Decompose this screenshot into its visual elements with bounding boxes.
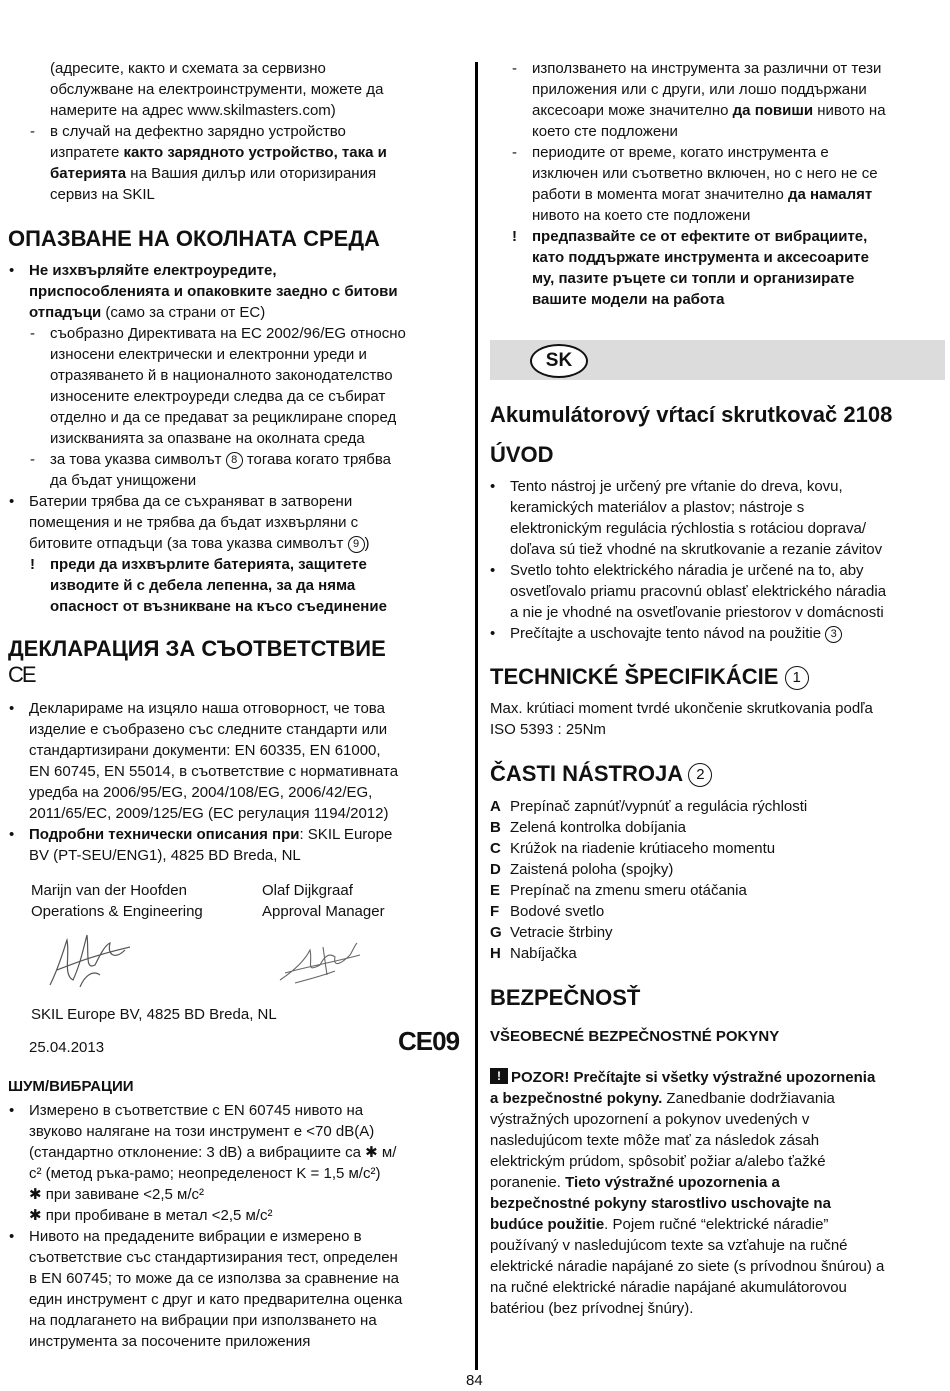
battery-line: помещения и не трябва да бъдат изхвърляни с [29,514,359,531]
part-label: Bodové svetlo [510,903,605,920]
part-letter: H [490,945,501,962]
part-letter: F [490,903,500,920]
bullet-marker: • [9,1228,15,1245]
env-bullet-line: Не изхвърляйте електроуредите, [29,262,277,279]
warning-line: bezpečnostné pokyny starostlivo uschovajte na [490,1195,831,1212]
vibration-note-line: инструмента за посочените приложения [29,1333,311,1350]
noise-line: (стандартно отклонение: 3 dB) а вибрациите са ✱ м/ [29,1144,397,1161]
charger-line: изпратете както зарядното устройство, така и [50,144,387,161]
env-bullet-line: приспособленията и опаковките заедно с битови [29,283,398,300]
warning-line: budúce použitie. Pojem ručné “elektrické náradie” [490,1216,829,1233]
signatory-2-name: Olaf Dijkgraaf [262,882,353,899]
dash-marker: - [512,60,517,77]
vibration-note-line: в EN 60745; то може да се използва за сравнение на [29,1270,399,1287]
battery-warning-line: изводите й с дебела лепенна, за да няма [50,577,356,594]
ce-mark-icon: CE [8,662,35,687]
directive-line: отразяването й в националното законодателство [50,367,393,384]
parts-heading: ČASTI NÁSTROJA 2 [490,761,712,787]
vibration-warning-line: като поддържате инструмента и аксесоарите [532,249,869,266]
intro-line: (адресите, както и схемата за сервизно [50,60,326,77]
symbol-1-icon: 1 [785,666,809,690]
part-letter: E [490,882,501,899]
ce09-mark-icon: CE09 [398,1026,460,1056]
vibration-warning-line: предпазвайте се от ефектите от вибрациите, [532,228,868,245]
bullet-marker: • [9,493,15,510]
vibration-factor-line: използването на инструмента за различни от тези [532,60,882,77]
warning-line: na ručné elektrické náradie napájané akumulátorovou [490,1279,847,1296]
part-label: Vetracie štrbiny [510,924,613,941]
warning-marker: ! [512,228,517,245]
language-band [490,340,945,380]
noise-heading: ШУМ/ВИБРАЦИИ [8,1078,134,1095]
vibration-note-line: на подлагането на вибрации при използването на [29,1312,377,1329]
vibration-factor-line: приложения или с други, или лошо поддържани [532,81,867,98]
column-divider [475,62,478,1370]
intro-line: keramických materiálov a plastov; nástroje s [510,499,805,516]
bullet-marker: • [9,1102,15,1119]
vibration-drilling: ✱ при пробиване в метал <2,5 м/c² [29,1207,273,1224]
battery-line: Батерии трябва да се съхраняват в затворени [29,493,353,510]
env-heading: ОПАЗВАНЕ НА ОКОЛНАТА СРЕДА [8,226,380,251]
company-address: SKIL Europe BV, 4825 BD Breda, NL [31,1006,277,1023]
warning-line: ! POZOR! Prečítajte si všetky výstražné upozornenia [490,1067,875,1088]
bullet-marker: • [9,826,15,843]
dash-marker: - [30,123,35,140]
charger-line: в случай на дефектно зарядно устройство [50,123,346,140]
warning-line: používaný v nasledujúcom texte sa vzťahuje na ručné [490,1237,848,1254]
warning-line: batériou (bez prívodnej šnúry). [490,1300,694,1317]
battery-warning-line: опасност от възникване на късо съединение [50,598,387,615]
part-label: Prepínač na zmenu smeru otáčania [510,882,747,899]
signature-1-icon [45,925,135,995]
charger-line: сервиз на SKIL [50,186,155,203]
product-title: Akumulátorový vŕtací skrutkovač 2108 [490,402,893,427]
bullet-marker: • [490,562,496,579]
bullet-marker: • [9,700,15,717]
intro-line: elektronickým regulácia rýchlostia s rotáciou doprava/ [510,520,866,537]
declaration-line: уредба на 2006/95/EG, 2004/108/EG, 2006/42/EG, [29,784,373,801]
vibration-note-line: един инструмент с друг и като предварителна оценка [29,1291,403,1308]
part-label: Krúžok na riadenie krútiaceho momentu [510,840,776,857]
warning-line: výstražných upozornení a pokynov uvedených v [490,1111,810,1128]
charger-line: батерията на Вашия дилър или оторизирания [50,165,377,182]
general-safety-heading: VŠEOBECNÉ BEZPEČNOSTNÉ POKYNY [490,1028,780,1045]
part-label: Zaistená poloha (spojky) [510,861,674,878]
part-letter: B [490,819,501,836]
vibration-factor-line: нивото на което сте подложени [532,207,751,224]
dash-marker: - [512,144,517,161]
declaration-line: Декларираме на изцяло наша отговорност, че това [29,700,385,717]
dash-marker: - [30,325,35,342]
vibration-note-line: Нивото на предадените вибрации е измерено в [29,1228,362,1245]
warning-line: elektrické náradie napájané zo siete (s prívodnou šnúrou) a [490,1258,885,1275]
warning-line: nasledujúcom texte môže mať za následok zásah [490,1132,820,1149]
tech-file-line: BV (PT-SEU/ENG1), 4825 BD Breda, NL [29,847,301,864]
intro-line: Svetlo tohto elektrického náradia je určené na to, aby [510,562,864,579]
part-label: Nabíjačka [510,945,577,962]
vibration-factor-line: аксесоари може значително да повиши нивото на [532,102,886,119]
signatory-1-title: Operations & Engineering [31,903,203,920]
spec-line: ISO 5393 : 25Nm [490,721,606,738]
directive-line: отделно и да се предават за рециклиране според [50,409,397,426]
part-letter: A [490,798,501,815]
noise-line: Измерено в съответствие с EN 60745 нивото на [29,1102,364,1119]
declaration-line: EN 60745, EN 55014, в съответствие с нормативната [29,763,399,780]
symbol-3-icon: 3 [825,626,842,643]
warning-line: poranenie. Tieto výstražné upozornenia a [490,1174,780,1191]
battery-warning-line: преди да изхвърлите батерията, защитете [50,556,367,573]
warning-marker: ! [30,556,35,573]
symbol-8-icon: 8 [226,452,243,469]
page-number: 84 [466,1372,483,1389]
warning-line: a bezpečnostné pokyny. Zanedbanie dodržiavania [490,1090,835,1107]
intro-line: osvetľovalo priamu pracovnú oblasť elektrického náradia [510,583,887,600]
vibration-warning-line: вашите модели на работа [532,291,725,308]
vibration-factor-line: работи в момента могат значително да намалят [532,186,873,203]
intro-line: doľava sú tiež vhodné na skrutkovanie a rezanie závitov [510,541,883,558]
part-label: Zelená kontrolka dobíjania [510,819,686,836]
battery-line: битовите отпадъци (за това указва символът 9 ) [29,535,370,552]
directive-line: износени електрически и електронни уреди и [50,346,367,363]
tech-file-line: Подробни технически описания при: SKIL Europe [29,826,393,843]
vibration-factor-line: изключен или съответно включен, но с него не се [532,165,878,182]
symbol-2-icon: 2 [688,763,712,787]
dash-marker: - [30,451,35,468]
symbol-9-icon: 9 [348,536,365,553]
signatory-2-title: Approval Manager [262,903,385,920]
declaration-line: стандартизирани документи: EN 60335, EN 61000, [29,742,381,759]
intro-line: a nie je vhodné na osvetľovanie priestorov v domácnosti [510,604,884,621]
env-bullet-line: отпадъци (само за страни от ЕС) [29,304,266,321]
vibration-screwing: ✱ при завиване <2,5 м/c² [29,1186,205,1203]
intro-line: обслужване на електроинструменти, можете да [50,81,384,98]
bullet-marker: • [9,262,15,279]
directive-line: изискванията за опазване на околната среда [50,430,365,447]
signature-2-icon [275,935,365,990]
part-letter: D [490,861,501,878]
intro-line: намерите на адрес www.skilmasters.com) [50,102,336,119]
bullet-marker: • [490,625,496,642]
symbol-line: да бъдат унищожени [50,472,197,489]
symbol-line: за това указва символът 8 тогава когато трябва [50,451,392,468]
declaration-line: изделие е съобразено със следните стандарти или [29,721,388,738]
intro-line: Tento nástroj je určený pre vŕtanie do dreva, kovu, [510,478,843,495]
spec-heading: TECHNICKÉ ŠPECIFIKÁCIE 1 [490,664,809,690]
vibration-factor-line: периодите от време, когато инструмента е [532,144,829,161]
intro-heading: ÚVOD [490,442,554,467]
declaration-heading: ДЕКЛАРАЦИЯ ЗА СЪОТВЕТСТВИЕ [8,636,386,661]
declaration-line: 2011/65/EC, 2009/125/EG (ЕС регулация 1194/2012) [29,805,389,822]
part-letter: C [490,840,501,857]
directive-line: съобразно Директивата на ЕС 2002/96/EG относно [50,325,406,342]
vibration-warning-line: му, пазите ръцете си топли и организирате [532,270,855,287]
signatory-1-name: Marijn van der Hoofden [31,882,187,899]
part-label: Prepínač zapnúť/vypnúť a regulácia rýchlosti [510,798,808,815]
intro-line: Prečítajte a uschovajte tento návod na použitie 3 [510,623,842,644]
declaration-date: 25.04.2013 [29,1039,105,1056]
vibration-factor-line: което сте подложени [532,123,678,140]
warning-icon: ! [490,1068,508,1084]
part-letter: G [490,924,502,941]
noise-line: звуково налягане на този инструмент е <70 dB(A) [29,1123,375,1140]
warning-line: elektrickým prúdom, spôsobiť požiar a/alebo ťažké [490,1153,826,1170]
noise-line: c² (метод ръка-рамо; неопределеност K = 1,5 м/c²) [29,1165,381,1182]
spec-line: Max. krútiaci moment tvrdé ukončenie skrutkovania podľa [490,700,873,717]
safety-heading: BEZPEČNOSŤ [490,985,641,1010]
directive-line: износените електроуреди следва да се събират [50,388,386,405]
bullet-marker: • [490,478,496,495]
vibration-note-line: съответствие със стандартизирания тест, определен [29,1249,398,1266]
language-badge: SK [530,344,588,378]
